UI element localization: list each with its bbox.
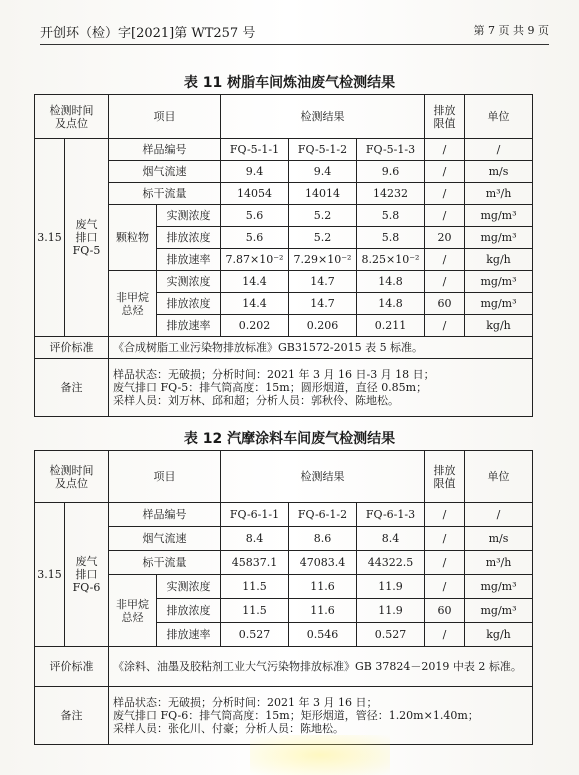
row-label: 排放速率 [157,623,221,647]
cell: 5.2 [289,227,357,249]
cell: 14.4 [221,271,289,293]
row-label: 排放浓度 [157,599,221,623]
cell: / [425,183,465,205]
cell: 7.29×10⁻² [289,249,357,271]
row-label: 排放浓度 [157,293,221,315]
pollutant-label: 非甲烷 总烃 [109,271,157,337]
table-11 [34,94,533,417]
cell: 14054 [221,183,289,205]
test-date: 3.15 [35,139,65,337]
cell: 11.5 [221,575,289,599]
cell: m/s [465,527,533,551]
cell: 45837.1 [221,551,289,575]
cell: / [425,161,465,183]
cell: 8.4 [357,527,425,551]
row-label: 实测浓度 [157,575,221,599]
table-row [35,161,533,183]
row-label: 排放浓度 [157,227,221,249]
row-label: 烟气流速 [109,527,221,551]
cell: 8.6 [289,527,357,551]
cell: 14.8 [357,271,425,293]
row-label: 实测浓度 [157,205,221,227]
standard-label: 评价标准 [35,647,109,687]
cell: / [425,575,465,599]
cell: 11.9 [357,599,425,623]
note-label: 备注 [35,359,109,417]
cell: mg/m³ [465,205,533,227]
page-number: 第 7 页 共 9 页 [473,24,549,37]
row-label: 样品编号 [109,503,221,527]
test-date: 3.15 [35,503,65,647]
row-label: 样品编号 [109,139,221,161]
table-12 [34,450,533,745]
table-11-title: 表 11 树脂车间炼油废气检测结果 [183,75,396,91]
table-row [35,271,533,293]
col-result: 检测结果 [221,95,425,139]
col-item: 项目 [109,95,221,139]
cell: 47083.4 [289,551,357,575]
cell: 9.4 [221,161,289,183]
cell: / [425,623,465,647]
col-time-point: 检测时间 及点位 [35,95,109,139]
table-row [35,205,533,227]
col-limit: 排放 限值 [425,95,465,139]
cell: 11.5 [221,599,289,623]
col-unit: 单位 [465,95,533,139]
cell: 0.211 [357,315,425,337]
cell: / [425,527,465,551]
table-row [35,527,533,551]
cell: 11.6 [289,599,357,623]
cell: 14.7 [289,293,357,315]
cell: / [425,503,465,527]
note-text: 样品状态：无破损；分析时间：2021 年 3 月 16 日； 废气排口 FQ-6：排气筒高度：15m；矩形烟道，管径：1.20m×1.40m； 采样人员：张化川、付豪；分析人员：陈地松。 [109,687,533,745]
cell: 5.2 [289,205,357,227]
cell: 9.4 [289,161,357,183]
table-row [35,551,533,575]
cell: 7.87×10⁻² [221,249,289,271]
cell: mg/m³ [465,599,533,623]
col-limit: 排放 限值 [425,451,465,503]
cell: 0.527 [357,623,425,647]
cell: 14232 [357,183,425,205]
document-number: 开创环（检）字[2021]第 WT257 号 [40,26,256,41]
cell: kg/h [465,249,533,271]
cell: 8.4 [221,527,289,551]
standard-text: 《涂料、油墨及胶粘剂工业大气污染物排放标准》GB 37824－2019 中表 2 标准。 [109,647,533,687]
cell: kg/h [465,623,533,647]
cell: 60 [425,599,465,623]
cell: FQ-6-1-1 [221,503,289,527]
col-result: 检测结果 [221,451,425,503]
test-point: 废气 排口 FQ-5 [65,139,109,337]
cell: 9.6 [357,161,425,183]
cell: FQ-5-1-1 [221,139,289,161]
row-label: 排放速率 [157,249,221,271]
cell: mg/m³ [465,227,533,249]
table-header-row [35,451,533,503]
standard-row [35,647,533,687]
col-unit: 单位 [465,451,533,503]
page-header [40,20,549,42]
cell: 5.8 [357,205,425,227]
cell: 14.7 [289,271,357,293]
row-label: 实测浓度 [157,271,221,293]
cell: / [425,205,465,227]
cell: / [425,139,465,161]
red-stamp-edge [565,380,579,480]
standard-text: 《合成树脂工业污染物排放标准》GB31572-2015 表 5 标准。 [109,337,533,359]
cell: FQ-6-1-2 [289,503,357,527]
header-divider [40,44,549,45]
cell: 0.546 [289,623,357,647]
cell: 5.6 [221,227,289,249]
cell: / [425,249,465,271]
cell: 14.8 [357,293,425,315]
cell: 14014 [289,183,357,205]
table-row [35,503,533,527]
cell: mg/m³ [465,293,533,315]
row-label: 标干流量 [109,551,221,575]
cell: mg/m³ [465,271,533,293]
cell: / [465,139,533,161]
cell: 11.9 [357,575,425,599]
table-row [35,183,533,205]
cell: FQ-5-1-3 [357,139,425,161]
cell: 5.6 [221,205,289,227]
col-time-point: 检测时间 及点位 [35,451,109,503]
table-12-title: 表 12 汽摩涂料车间废气检测结果 [183,431,396,447]
cell: / [425,315,465,337]
standard-row [35,337,533,359]
cell: 0.527 [221,623,289,647]
cell: mg/m³ [465,575,533,599]
note-row [35,359,533,417]
paper-highlight [250,735,390,775]
test-point: 废气 排口 FQ-6 [65,503,109,647]
col-item: 项目 [109,451,221,503]
cell: FQ-6-1-3 [357,503,425,527]
cell: kg/h [465,315,533,337]
cell: 20 [425,227,465,249]
pollutant-label: 非甲烷 总烃 [109,575,157,647]
cell: 0.202 [221,315,289,337]
table-row [35,575,533,599]
cell: 60 [425,293,465,315]
note-text: 样品状态：无破损；分析时间：2021 年 3 月 16 日-3 月 18 日； 废气排口 FQ-5：排气筒高度：15m；圆形烟道，直径 0.85m； 采样人员：刘万林、邱和超；分析人员：郭秋伶、陈地松。 [109,359,533,417]
note-label: 备注 [35,687,109,745]
cell: 14.4 [221,293,289,315]
row-label: 标干流量 [109,183,221,205]
cell: 44322.5 [357,551,425,575]
table-header-row [35,95,533,139]
table-row [35,139,533,161]
row-label: 排放速率 [157,315,221,337]
cell: / [425,271,465,293]
cell: 5.8 [357,227,425,249]
cell: 0.206 [289,315,357,337]
cell: / [465,503,533,527]
cell: 8.25×10⁻² [357,249,425,271]
cell: / [425,551,465,575]
cell: m³/h [465,183,533,205]
pollutant-label: 颗粒物 [109,205,157,271]
cell: FQ-5-1-2 [289,139,357,161]
row-label: 烟气流速 [109,161,221,183]
standard-label: 评价标准 [35,337,109,359]
cell: m³/h [465,551,533,575]
cell: m/s [465,161,533,183]
cell: 11.6 [289,575,357,599]
